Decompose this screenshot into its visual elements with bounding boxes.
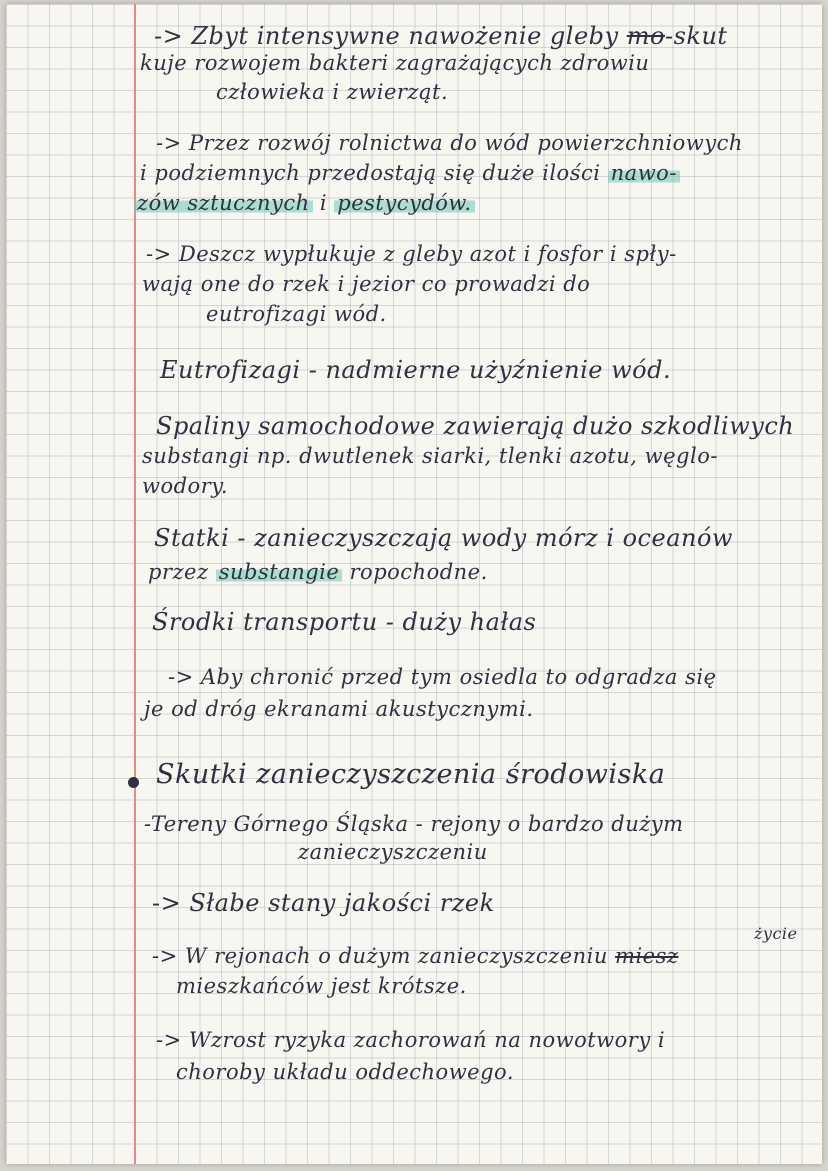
note-line: -> Deszcz wypłukuje z gleby azot i fosfor i spły-: [146, 242, 677, 266]
note-line: [154, 22, 728, 50]
crossed-out-text: miesz: [615, 944, 679, 968]
note-line: zanieczyszczeniu: [298, 840, 488, 864]
margin-line: [134, 4, 136, 1164]
note-line: [140, 161, 680, 185]
highlighted-text: substangie: [216, 560, 343, 584]
note-line: [148, 560, 488, 584]
notebook-page: [6, 4, 822, 1164]
note-line: substangi np. dwutlenek siarki, tlenki azotu, węglo-: [142, 444, 718, 468]
note-text: -skut: [664, 22, 728, 50]
note-line: [152, 944, 678, 968]
note-line: choroby układu oddechowego.: [176, 1060, 514, 1084]
inserted-word: życie: [754, 924, 798, 943]
highlighted-text: pestycydów.: [334, 191, 474, 215]
note-line: Środki transportu - duży hałas: [152, 608, 537, 636]
note-line: [134, 191, 475, 215]
note-text: ropochodne.: [349, 560, 488, 584]
note-line: Statki - zanieczyszczają wody mórz i oceanów: [154, 524, 733, 552]
section-heading: Skutki zanieczyszczenia środowiska: [156, 759, 666, 790]
highlighted-text: nawo-: [608, 161, 680, 185]
note-line: wają one do rzek i jezior co prowadzi do: [142, 272, 591, 296]
note-text: -> Zbyt intensywne nawożenie gleby: [154, 22, 619, 50]
note-line: wodory.: [142, 474, 228, 498]
note-text: przez: [148, 560, 209, 584]
crossed-out-text: mo: [626, 22, 665, 50]
highlighted-text: zów sztucznych: [134, 191, 313, 215]
note-line: je od dróg ekranami akustycznymi.: [144, 697, 534, 721]
definition-eutrofizacja: Eutrofizagi - nadmierne użyźnienie wód.: [160, 356, 672, 384]
note-text: i podziemnych przedostają się duże ilości: [140, 161, 601, 185]
note-line: Spaliny samochodowe zawierają dużo szkodliwych: [156, 412, 795, 440]
note-line: eutrofizagi wód.: [206, 302, 387, 326]
note-line: człowieka i zwierząt.: [216, 80, 449, 104]
note-line: -> Słabe stany jakości rzek: [152, 889, 495, 917]
note-line: -> Wzrost ryzyka zachorowań na nowotwory i: [156, 1028, 666, 1052]
note-line: mieszkańców jest krótsze.: [176, 974, 467, 998]
note-line: -> Aby chronić przed tym osiedla to odgradza się: [168, 665, 717, 689]
note-text: -> W rejonach o dużym zanieczyszczeniu: [152, 944, 608, 968]
note-line: -Tereny Górnego Śląska - rejony o bardzo dużym: [144, 812, 684, 836]
note-line: kuje rozwojem bakteri zagrażających zdrowiu: [140, 51, 650, 75]
bullet-icon: [128, 777, 139, 788]
note-text: i: [319, 191, 328, 215]
note-line: -> Przez rozwój rolnictwa do wód powierzchniowych: [156, 131, 743, 155]
